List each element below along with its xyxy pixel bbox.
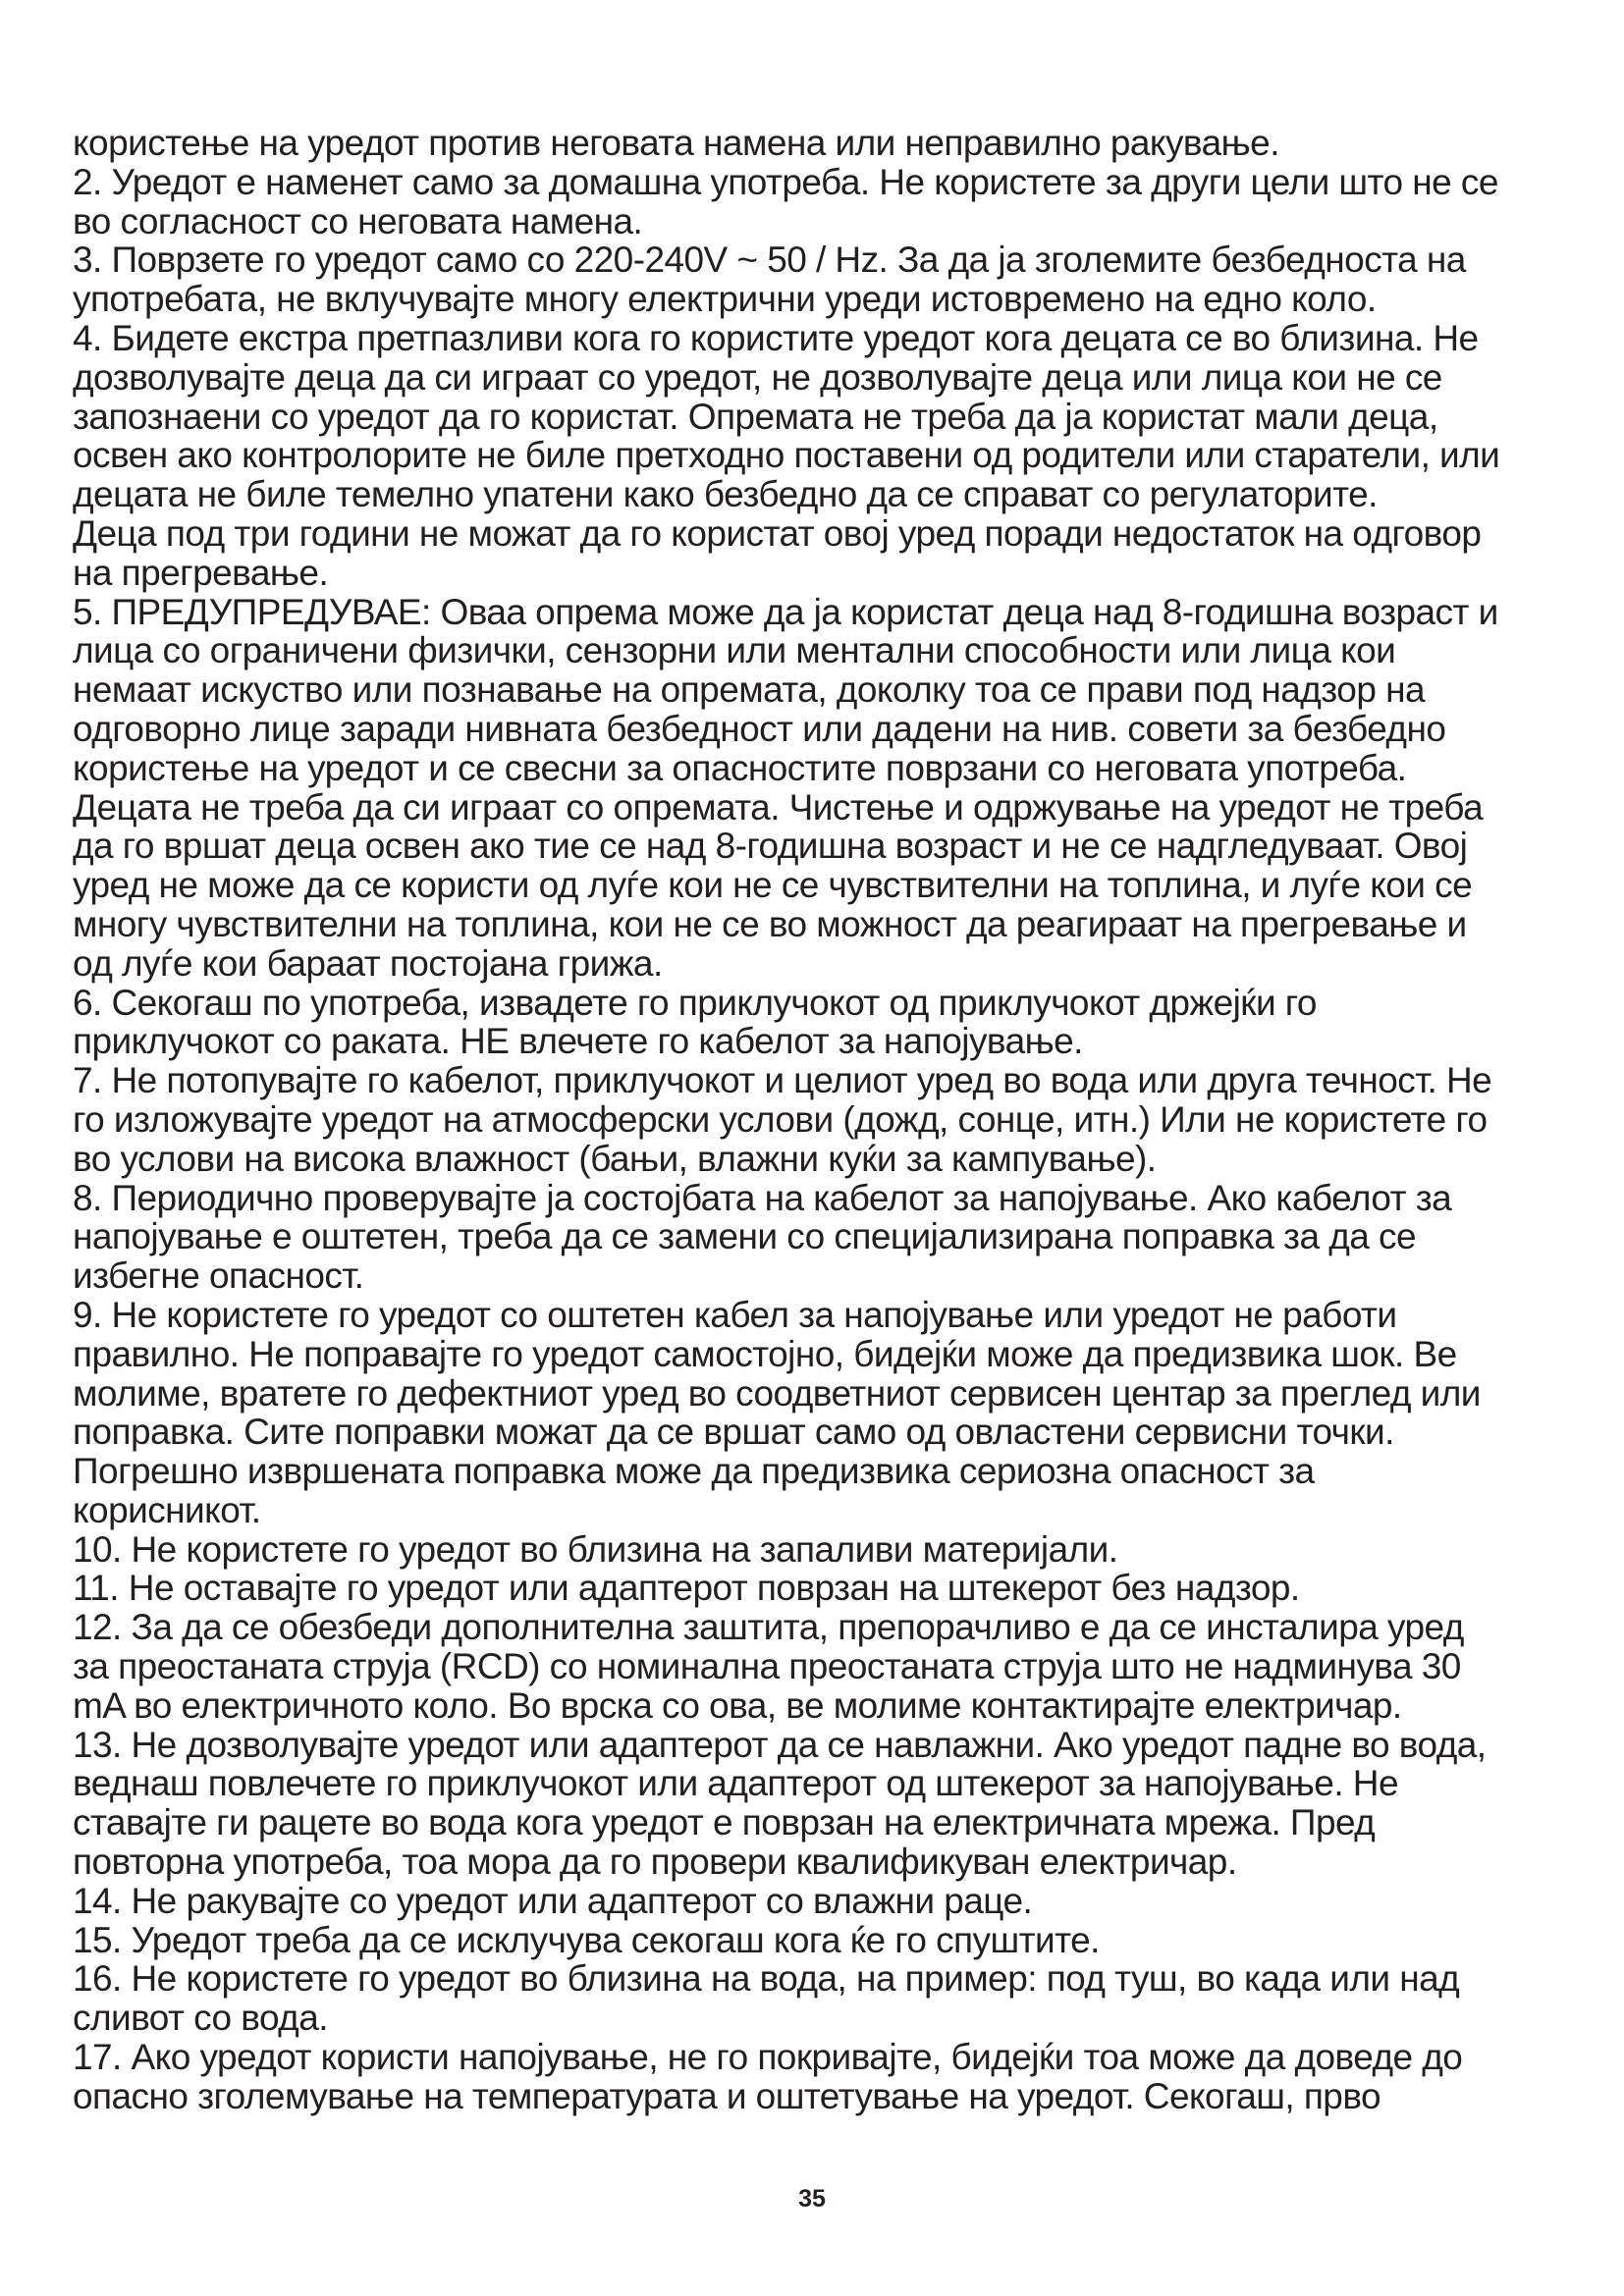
text-line: 8. Периодично проверувајте ја состојбата на кабелот за напојување. Ако кабелот за <box>73 1177 1452 1218</box>
text-line: mA во електричното коло. Во врска со ова, ве молиме контактирајте електричар. <box>73 1684 1402 1726</box>
text-line: поправка. Сите поправки можат да се вршат само од овластени сервисни точки. <box>73 1412 1394 1453</box>
text-line: користење на уредот против неговата намена или неправилно ракување. <box>73 123 1279 163</box>
text-line: Погрешно извршената поправка може да предизвика сериозна опасност за <box>73 1451 1315 1492</box>
text-line: освен ако контролорите не биле претходно поставени од родители или старатели, или <box>73 435 1500 476</box>
text-line: дозволувајте деца да си играат со уредот, не дозволувајте деца или лица кои не се <box>73 356 1442 398</box>
text-line: 7. Не потопувајте го кабелот, приклучокот и целиот уред во вода или друга течност. Не <box>73 1060 1492 1101</box>
text-line: молиме, вратете го дефектниот уред во соодветниот сервисен центар за преглед или <box>73 1372 1481 1414</box>
text-line: 13. Не дозволувајте уредот или адаптерот да се навлажни. Ако уредот падне во вода, <box>73 1724 1487 1765</box>
text-line: на прегревање. <box>73 552 329 593</box>
text-line: лица со ограничени физички, сензорни или ментални способности или лица кои <box>73 630 1396 671</box>
text-line: ставајте ги рацете во вода кога уредот е поврзан на електричната мрежа. Пред <box>73 1802 1376 1843</box>
text-line: опасно зголемување на температурата и оштетување на уредот. Секогаш, прво <box>73 2075 1381 2116</box>
text-line: 9. Не користете го уредот со оштетен кабел за напојување или уредот не работи <box>73 1294 1397 1335</box>
text-line: корисникот. <box>73 1489 261 1530</box>
text-line: уред не може да се користи од луѓе кои не се чувствителни на топлина, и луѓе кои се <box>73 865 1473 906</box>
text-line: да го вршат деца освен ако тие се над 8-годишна возраст и не се надгледуваат. Овој <box>73 826 1468 867</box>
text-line: употребата, не вклучувајте многу електрични уреди истовремено на едно коло. <box>73 279 1377 320</box>
text-line: од луѓе кои бараат постојана грижа. <box>73 942 663 984</box>
text-line: Деца под три години не можат да го користат овој уред поради недостаток на одговор <box>73 512 1482 554</box>
text-line: во согласност со неговата намена. <box>73 200 643 241</box>
text-line: 10. Не користете го уредот во близина на запаливи материјали. <box>73 1528 1118 1570</box>
text-line: 5. ПРЕДУПРЕДУВАЕ: Оваа опрема може да ја користат деца над 8-годишна возраст и <box>73 591 1498 632</box>
text-line: 15. Уредот треба да се исклучува секогаш кога ќе го спуштите. <box>73 1919 1100 1960</box>
text-line: правилно. Не поправајте го уредот самостојно, бидејќи може да предизвика шок. Ве <box>73 1333 1457 1374</box>
document-body <box>73 124 1575 2116</box>
text-line: 12. За да се обезбеди дополнителна заштита, препорачливо е да се инсталира уред <box>73 1607 1464 1648</box>
text-line: запознаени со уредот да го користат. Опремата не треба да ја користат мали деца, <box>73 396 1438 437</box>
text-line: за преостаната струја (RCD) со номинална преостаната струја што не надминува 30 <box>73 1646 1461 1687</box>
text-line: 16. Не користете го уредот во близина на вода, на пример: под туш, во када или над <box>73 1958 1460 2000</box>
text-line: децата не биле темелно упатени како безбедно да се справат со регулаторите. <box>73 474 1378 515</box>
text-line: 6. Секогаш по употреба, извадете го приклучокот од приклучокот држејќи го <box>73 982 1317 1023</box>
text-line: Децата не треба да си играат со опремата. Чистење и одржување на уредот не треба <box>73 786 1484 828</box>
text-line: 14. Не ракувајте со уредот или адаптерот со влажни раце. <box>73 1880 1033 1921</box>
text-line: користење на уредот и се свесни за опасностите поврзани со неговата употреба. <box>73 747 1407 788</box>
text-line: веднаш повлечете го приклучокот или адаптерот од штекерот за напојување. Не <box>73 1763 1398 1804</box>
text-line: напојување е оштетен, треба да се замени со специјализирана поправка за да се <box>73 1216 1417 1257</box>
text-line: многу чувствителни на топлина, кои не се во можност да реагираат на прегревање и <box>73 903 1467 944</box>
text-line: го изложувајте уредот на атмосферски услови (дожд, сонце, итн.) Или не користете го <box>73 1098 1488 1140</box>
text-line: одговорно лице заради нивната безбедност или дадени на нив. совети за безбедно <box>73 708 1446 749</box>
text-line: во услови на висока влажност (бањи, влажни куќи за кампување). <box>73 1138 1157 1179</box>
text-line: избегне опасност. <box>73 1255 364 1297</box>
text-line: повторна употреба, тоа мора да го провери квалификуван електричар. <box>73 1842 1237 1883</box>
text-line: 2. Уредот е наменет само за домашна употреба. Не користете за други цели што не се <box>73 161 1498 202</box>
text-line: 11. Не оставајте го уредот или адаптерот поврзан на штекерот без надзор. <box>73 1568 1300 1609</box>
text-line: приклучокот со раката. НЕ влечете го кабелот за напојување. <box>73 1021 1083 1062</box>
text-line: 17. Ако уредот користи напојување, не го покривајте, бидејќи тоа може да доведе до <box>73 2037 1463 2078</box>
page-number: 35 <box>798 2185 826 2213</box>
text-line: 4. Бидете екстра претпазливи кога го користите уредот кога децата се во близина. Не <box>73 317 1479 358</box>
text-line: 3. Поврзете го уредот само со 220-240V ~ 50 / Hz. За да ја зголемите безбедноста на <box>73 240 1466 281</box>
text-line: немаат искуство или познавање на опремата, доколку тоа се прави под надзор на <box>73 669 1426 711</box>
text-line: сливот со вода. <box>73 1998 328 2039</box>
